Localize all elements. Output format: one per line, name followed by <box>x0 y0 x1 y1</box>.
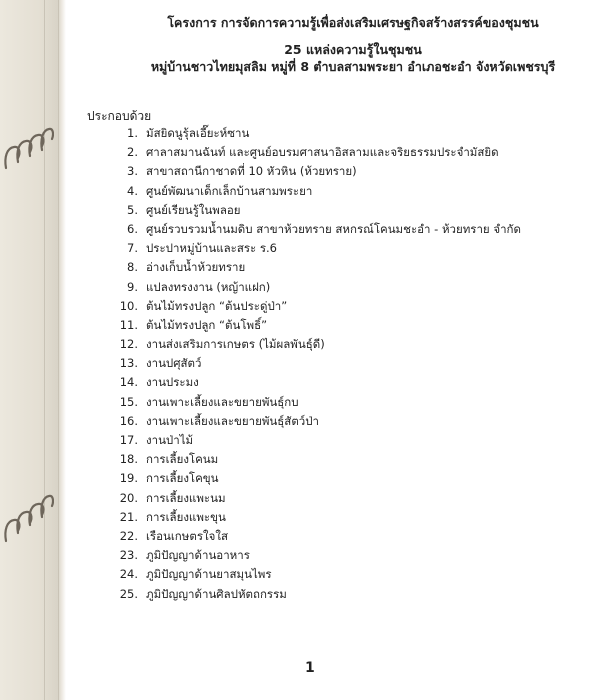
item-text: ต้นไม้ทรงปลูก “ต้นประดู่ป่า” <box>146 298 288 313</box>
item-text: งานส่งเสริมการเกษตร (ไม้ผลพันธุ์ดี) <box>146 337 325 352</box>
list-item <box>110 258 521 277</box>
item-number: 14. <box>119 375 138 390</box>
list-item <box>110 412 521 431</box>
header-project-title: โครงการ การจัดการความรู้เพื่อส่งเสริมเศรษฐกิจสร้างสรรค์ของชุมชน <box>167 15 539 30</box>
header-location: หมู่บ้านชาวไทยมุสลิม หมู่ที่ 8 ตำบลสามพระยา อำเภอชะอำ จังหวัดเพชรบุรี <box>150 59 556 74</box>
item-text: ภูมิปัญญาด้านศิลปหัตถกรรม <box>146 586 287 601</box>
item-text: ต้นไม้ทรงปลูก “ต้นโพธิ์” <box>146 317 268 332</box>
item-text: การเลี้ยงโคนม <box>146 452 219 467</box>
item-text: มัสยิดนูรุ้ลเอี๊ยะห์ซาน <box>146 126 250 140</box>
item-number: 18. <box>119 452 138 467</box>
item-number: 22. <box>119 528 138 543</box>
item-number: 1. <box>127 126 138 140</box>
item-text: การเลี้ยงโคขุน <box>146 471 219 486</box>
list-item <box>110 124 521 143</box>
item-text: แปลงทรงงาน (หญ้าแฝก) <box>146 279 271 294</box>
binder-rings-top <box>2 102 54 182</box>
binder-rings-bottom <box>2 455 54 550</box>
item-number: 11. <box>119 317 138 332</box>
item-text: งานประมง <box>146 375 199 390</box>
list-item <box>110 143 521 162</box>
item-text: อ่างเก็บน้ำห้วยทราย <box>146 260 246 275</box>
item-number: 23. <box>119 548 138 563</box>
list-item <box>110 585 521 604</box>
list-item <box>110 239 521 258</box>
item-number: 5. <box>127 202 138 217</box>
list-item <box>110 489 521 508</box>
list-item <box>110 527 521 546</box>
list-item <box>110 508 521 527</box>
document-header <box>66 14 600 75</box>
list-item <box>110 162 521 181</box>
item-number: 10. <box>119 298 138 313</box>
item-text: ศาลาสมานฉันท์ และศูนย์อบรมศาสนาอิสลามและจริยธรรมประจำมัสยิด <box>146 145 499 160</box>
item-number: 24. <box>119 567 138 582</box>
list-item <box>110 469 521 488</box>
list-item <box>110 335 521 354</box>
item-text: ศูนย์พัฒนาเด็กเล็กบ้านสามพระยา <box>146 183 313 198</box>
item-text: ประปาหมู่บ้านและสระ ร.6 <box>146 241 278 256</box>
item-text: งานปศุสัตว์ <box>146 356 202 371</box>
list-item <box>110 431 521 450</box>
item-text: สาขาสถานีกาชาดที่ 10 หัวหิน (ห้วยทราย) <box>146 164 357 179</box>
item-number: 19. <box>119 471 138 486</box>
list-item <box>110 316 521 335</box>
item-number: 15. <box>119 394 138 409</box>
list-item <box>110 278 521 297</box>
list-item <box>110 297 521 316</box>
item-number: 6. <box>127 221 138 236</box>
list-item <box>110 182 521 201</box>
item-text: การเลี้ยงแพะขุน <box>146 509 226 524</box>
item-text: เรือนเกษตรใจใส <box>146 528 228 543</box>
list-item <box>110 373 521 392</box>
item-text: ศูนย์รวบรวมน้ำนมดิบ สาขาห้วยทราย สหกรณ์โคนมชะอำ - ห้วยทราย จำกัด <box>146 221 521 236</box>
list-item <box>110 201 521 220</box>
item-number: 21. <box>119 509 138 524</box>
item-number: 20. <box>119 490 138 505</box>
item-text: งานป่าไม้ <box>146 433 194 447</box>
item-number: 3. <box>127 164 138 179</box>
page-number: 1 <box>305 660 315 676</box>
binder-spine <box>0 0 66 700</box>
item-number: 2. <box>127 145 138 160</box>
item-number: 16. <box>119 413 138 428</box>
item-text: ศูนย์เรียนรู้ในพลอย <box>146 202 241 217</box>
list-item <box>110 220 521 239</box>
list-item <box>110 565 521 584</box>
item-text: ภูมิปัญญาด้านอาหาร <box>146 548 250 563</box>
list-item <box>110 450 521 469</box>
item-number: 4. <box>127 183 138 198</box>
item-number: 13. <box>119 356 138 371</box>
list-item <box>110 393 521 412</box>
item-number: 9. <box>127 279 138 294</box>
spine-rule <box>58 0 59 700</box>
knowledge-source-list <box>110 124 521 604</box>
section-label: ประกอบด้วย <box>87 109 152 123</box>
item-text: การเลี้ยงแพะนม <box>146 490 226 505</box>
header-subtitle: 25 แหล่งความรู้ในชุมชน <box>284 42 422 57</box>
item-number: 25. <box>119 586 138 601</box>
item-number: 12. <box>119 337 138 352</box>
item-number: 8. <box>127 260 138 275</box>
item-text: ภูมิปัญญาด้านยาสมุนไพร <box>146 567 272 582</box>
item-number: 17. <box>119 433 138 447</box>
list-item <box>110 354 521 373</box>
item-text: งานเพาะเลี้ยงและขยายพันธุ์สัตว์ป่า <box>146 413 320 428</box>
item-text: งานเพาะเลี้ยงและขยายพันธุ์กบ <box>146 394 299 409</box>
list-item <box>110 546 521 565</box>
item-number: 7. <box>127 241 138 256</box>
